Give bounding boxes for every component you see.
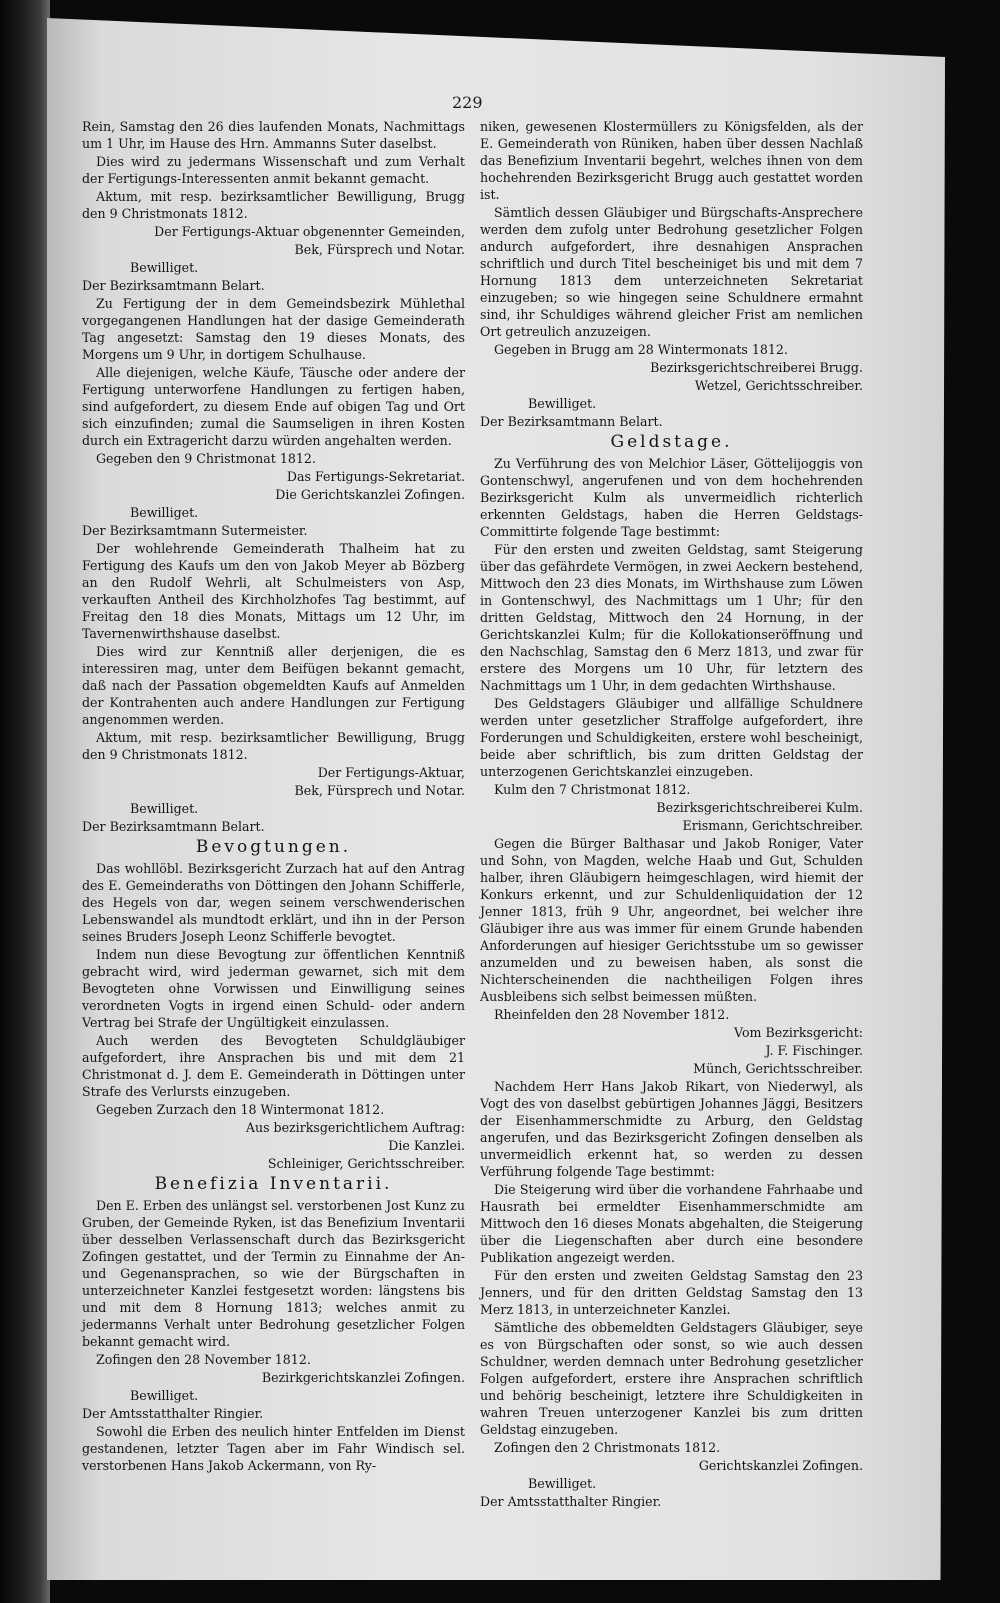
notice-text: Aktum, mit resp. bezirksamtlicher Bewilligung, Brugg den 9 Christmonats 1812.	[82, 189, 465, 221]
signature: Münch, Gerichtsschreiber.	[693, 1061, 863, 1076]
notice-text: Sämtliche des obbemeldten Geldstagers Gläubiger, seye es von Bürgschaften oder sonst, so wie auch dessen Schuldner, werden demnach unter Bedrohung gesetzlicher Folgen aufgefordert, erstere ihre Ansprachen schriftlich und behörig bescheinigt, letztere ihre Schuldigkeiten in wahren Treuen unterzogener Kanzlei bis zum dritten Geldstag einzugeben.	[480, 1320, 863, 1437]
signature: Der Fertigungs-Aktuar obgenennter Gemeinden,	[154, 224, 465, 239]
notice-text: Den E. Erben des unlängst sel. verstorbenen Jost Kunz zu Gruben, der Gemeinde Ryken, ist das Benefizium Inventarii über desselben Verlassenschaft durch das Bezirksgericht Zofingen gestattet, und der Termin zu Einnahme der An- und Gegenansprachen, so wie der Bürgschaften in unterzeichneter Kanzlei festgesetzt worden: längstens bis und mit dem 8 Hornung 1813; welches anmit zu jedermanns Verhalt unter Bedrohung gesetzlicher Folgen bekannt gemacht wird.	[82, 1198, 465, 1349]
signature: J. F. Fischinger.	[765, 1043, 863, 1058]
section-heading: Bevogtungen.	[195, 837, 352, 857]
signature: Das Fertigungs-Sekretariat.	[286, 469, 465, 484]
notice-text: Auch werden des Bevogteten Schuldgläubiger aufgefordert, ihre Ansprachen bis und mit dem 21 Christmonat d. J. dem E. Gemeinderath in Döttingen unter Strafe des Verlursts einzugeben.	[82, 1033, 465, 1099]
approval-label: Bewilliget.	[528, 396, 597, 411]
notice-text: Kulm den 7 Christmonat 1812.	[494, 782, 691, 797]
signature: Bezirkgerichtskanzlei Zofingen.	[261, 1370, 465, 1385]
official-name: Der Bezirksamtmann Belart.	[82, 278, 265, 293]
approval-label: Bewilliget.	[130, 260, 199, 275]
notice-text: Zu Fertigung der in dem Gemeindsbezirk Mühlethal vorgegangenen Handlungen hat der dasige Gemeinderath Tag angesetzt: Samstag den 19 dieses Monats, des Morgens um 9 Uhr, in dortigem Schulhause.	[82, 296, 465, 362]
notice-text: Gegeben Zurzach den 18 Wintermonat 1812.	[96, 1102, 385, 1117]
notice-text: Indem nun diese Bevogtung zur öffentlichen Kenntniß gebracht wird, wird jederman gewarnet, sich mit dem Bevogteten ohne Vorwissen und Einwilligung seines verordneten Vogts in irgend einen Schuld- oder andern Vertrag bei Strafe der Ungültigkeit einzulassen.	[82, 947, 465, 1030]
left-column	[82, 118, 465, 1475]
notice-text: Alle diejenigen, welche Käufe, Täusche oder andere der Fertigung unterworfene Handlungen zu fertigen haben, sind aufgefordert, zu diesem Ende auf obigen Tag und Ort sich einzufinden; zumal die Saumseligen in ihren Kosten durch ein Extragericht darzu würden angehalten werden.	[82, 365, 465, 448]
notice-text: Rheinfelden den 28 November 1812.	[494, 1007, 730, 1022]
notice-text: Für den ersten und zweiten Geldstag Samstag den 23 Jenners, und für den dritten Geldstag Samstag den 13 Merz 1813, in unterzeichneter Kanzlei.	[480, 1268, 863, 1317]
notice-text: Gegeben den 9 Christmonat 1812.	[96, 451, 316, 466]
notice-text: Dies wird zu jedermans Wissenschaft und zum Verhalt der Fertigungs-Interessenten anmit bekannt gemacht.	[82, 154, 465, 186]
official-name: Der Amtsstatthalter Ringier.	[82, 1406, 264, 1421]
approval-label: Bewilliget.	[130, 801, 199, 816]
notice-text: Zu Verführung des von Melchior Läser, Göttelijoggis von Gontenschwyl, angerufenen und von dem hochehrenden Bezirksgericht Kulm als unvermeidlich richterlich erkennten Geldstags, haben die Herren Geldstags-Committirte folgende Tage bestimmt:	[480, 456, 863, 539]
signature: Gerichtskanzlei Zofingen.	[698, 1458, 863, 1473]
approval-label: Bewilliget.	[130, 505, 199, 520]
official-name: Der Amtsstatthalter Ringier.	[480, 1494, 662, 1509]
signature: Schleiniger, Gerichtsschreiber.	[267, 1156, 465, 1171]
right-column	[480, 118, 863, 1511]
signature: Die Gerichtskanzlei Zofingen.	[275, 487, 465, 502]
notice-text: niken, gewesenen Klostermüllers zu Königsfelden, als der E. Gemeinderath von Rüniken, haben über dessen Nachlaß das Benefizium Inventarii begehrt, welches ihnen von dem hochehrenden Bezirksgericht Brugg auch gestattet worden ist.	[480, 119, 863, 202]
signature: Bezirksgerichtschreiberei Kulm.	[656, 800, 863, 815]
section-heading: Geldstage.	[610, 432, 733, 452]
signature: Aus bezirksgerichtlichem Auftrag:	[245, 1120, 465, 1135]
notice-text: Sämtlich dessen Gläubiger und Bürgschafts-Ansprechere werden dem zufolg unter Bedrohung gesetzlicher Folgen andurch aufgefordert, ihre desnahigen Ansprachen schriftlich und durch Titel bescheiniget bis und mit dem 7 Hornung 1813 dem unterzeichneten Sekretariat einzugeben; so wie hingegen seine Schuldnere ermahnt sind, ihr Schuldiges während gleicher Frist am nemlichen Ort getreulich anzuzeigen.	[480, 205, 863, 339]
approval-label: Bewilliget.	[528, 1476, 597, 1491]
notice-text: Rein, Samstag den 26 dies laufenden Monats, Nachmittags um 1 Uhr, im Hause des Hrn. Ammanns Suter daselbst.	[82, 119, 465, 151]
page-number: 229	[452, 93, 483, 112]
official-name: Der Bezirksamtmann Belart.	[480, 414, 663, 429]
notice-text: Dies wird zur Kenntniß aller derjenigen, die es interessiren mag, unter dem Beifügen bekannt gemacht, daß nach der Passation obgemeldten Kaufs auf Anmelden der Kontrahenten auch andere Handlungen zur Fertigung angenommen werden.	[82, 644, 465, 727]
official-name: Der Bezirksamtmann Belart.	[82, 819, 265, 834]
notice-text: Für den ersten und zweiten Geldstag, samt Steigerung über das gefährdete Vermögen, in zwei Aeckern bestehend, Mittwoch den 23 dies Monats, im Wirthshause zum Löwen in Gontenschwyl, des Nachmittags um 1 Uhr; für den dritten Geldstag, Mittwoch den 24 Hornung, in der Gerichtskanzlei Kulm; für die Kollokationseröffnung und den Nachschlag, Samstag den 6 Merz 1813, und zwar für erstere des Morgens um 10 Uhr, für letztern des Nachmittags um 1 Uhr, in dem gedachten Wirthshause.	[480, 542, 863, 693]
signature: Bezirksgerichtschreiberei Brugg.	[650, 360, 863, 375]
notice-text: Gegeben in Brugg am 28 Wintermonats 1812.	[494, 342, 788, 357]
signature: Vom Bezirksgericht:	[734, 1025, 863, 1040]
notice-text: Aktum, mit resp. bezirksamtlicher Bewilligung, Brugg den 9 Christmonats 1812.	[82, 730, 465, 762]
notice-text: Zofingen den 28 November 1812.	[96, 1352, 311, 1367]
notice-text: Des Geldstagers Gläubiger und allfällige Schuldnere werden unter gesetzlicher Straffolge aufgefordert, ihre Forderungen und Schuldigkeiten, erstere wohl bescheinigt, beide aber schriftlich, bis zum dritten Geldstag der unterzogenen Gerichtskanzlei einzugeben.	[480, 696, 863, 779]
signature: Die Kanzlei.	[388, 1138, 465, 1153]
signature: Bek, Fürsprech und Notar.	[294, 242, 465, 257]
approval-label: Bewilliget.	[130, 1388, 199, 1403]
notice-text: Der wohlehrende Gemeinderath Thalheim hat zu Fertigung des Kaufs um den von Jakob Meyer ab Bözberg an den Rudolf Wehrli, alt Schulmeisters von Asp, verkauften Antheil des Kirchholzhofes Tag bestimmt, auf Freitag den 18 dies Monats, Mittags um 12 Uhr, im Tavernenwirthshause daselbst.	[82, 541, 465, 641]
signature: Der Fertigungs-Aktuar,	[317, 765, 465, 780]
notice-text: Zofingen den 2 Christmonats 1812.	[494, 1440, 721, 1455]
signature: Bek, Fürsprech und Notar.	[294, 783, 465, 798]
notice-text: Nachdem Herr Hans Jakob Rikart, von Niederwyl, als Vogt des von daselbst gebürtigen Johannes Jäggi, Besitzers der Eisenhammerschmidte zu Arburg, den Geldstag angerufen, und das Bezirksgericht Zofingen denselben als unvermeidlich erkennt hat, so werden zu dessen Verführung folgende Tage bestimmt:	[480, 1079, 863, 1179]
official-name: Der Bezirksamtmann Sutermeister.	[82, 523, 308, 538]
notice-text: Das wohllöbl. Bezirksgericht Zurzach hat auf den Antrag des E. Gemeinderaths von Döttingen den Johann Schifferle, des Hegels von dar, wegen seinem verschwenderischen Lebenswandel als mundtodt erklärt, und ihn in der Person seines Bruders Joseph Leonz Schifferle bevogtet.	[82, 861, 465, 944]
notice-text: Die Steigerung wird über die vorhandene Fahrhaabe und Hausrath bei ermeldter Eisenhammerschmidte am Mittwoch den 16 dieses Monats abgehalten, die Steigerung über die Liegenschaften aber durch eine besondere Publikation angezeigt werden.	[480, 1182, 863, 1265]
book-binding-shadow	[0, 0, 50, 1603]
notice-text: Sowohl die Erben des neulich hinter Entfelden im Dienst gestandenen, letzter Tagen aber im Fahr Windisch sel. verstorbenen Hans Jakob Ackermann, von Ry-	[82, 1424, 465, 1473]
notice-text: Gegen die Bürger Balthasar und Jakob Roniger, Vater und Sohn, von Magden, welche Haab und Gut, Schulden halber, ihren Gläubigern heimgeschlagen, wird hiemit der Konkurs erkennt, und zur Schuldenliquidation der 12 Jenner 1813, früh 9 Uhr, angeordnet, bei welcher ihre Gläubiger ihre aus was immer für einem Grunde habenden Anforderungen auf hiesiger Gerichtsstube um so gewisser anzumelden und zu beweisen haben, als sonst die Nichterscheinenden die nachtheiligen Folgen ihres Ausbleibens sich selbst beimessen müßten.	[480, 836, 863, 1004]
section-heading: Benefizia Inventarii.	[154, 1174, 393, 1194]
signature: Wetzel, Gerichtsschreiber.	[694, 378, 863, 393]
signature: Erismann, Gerichtschreiber.	[682, 818, 863, 833]
